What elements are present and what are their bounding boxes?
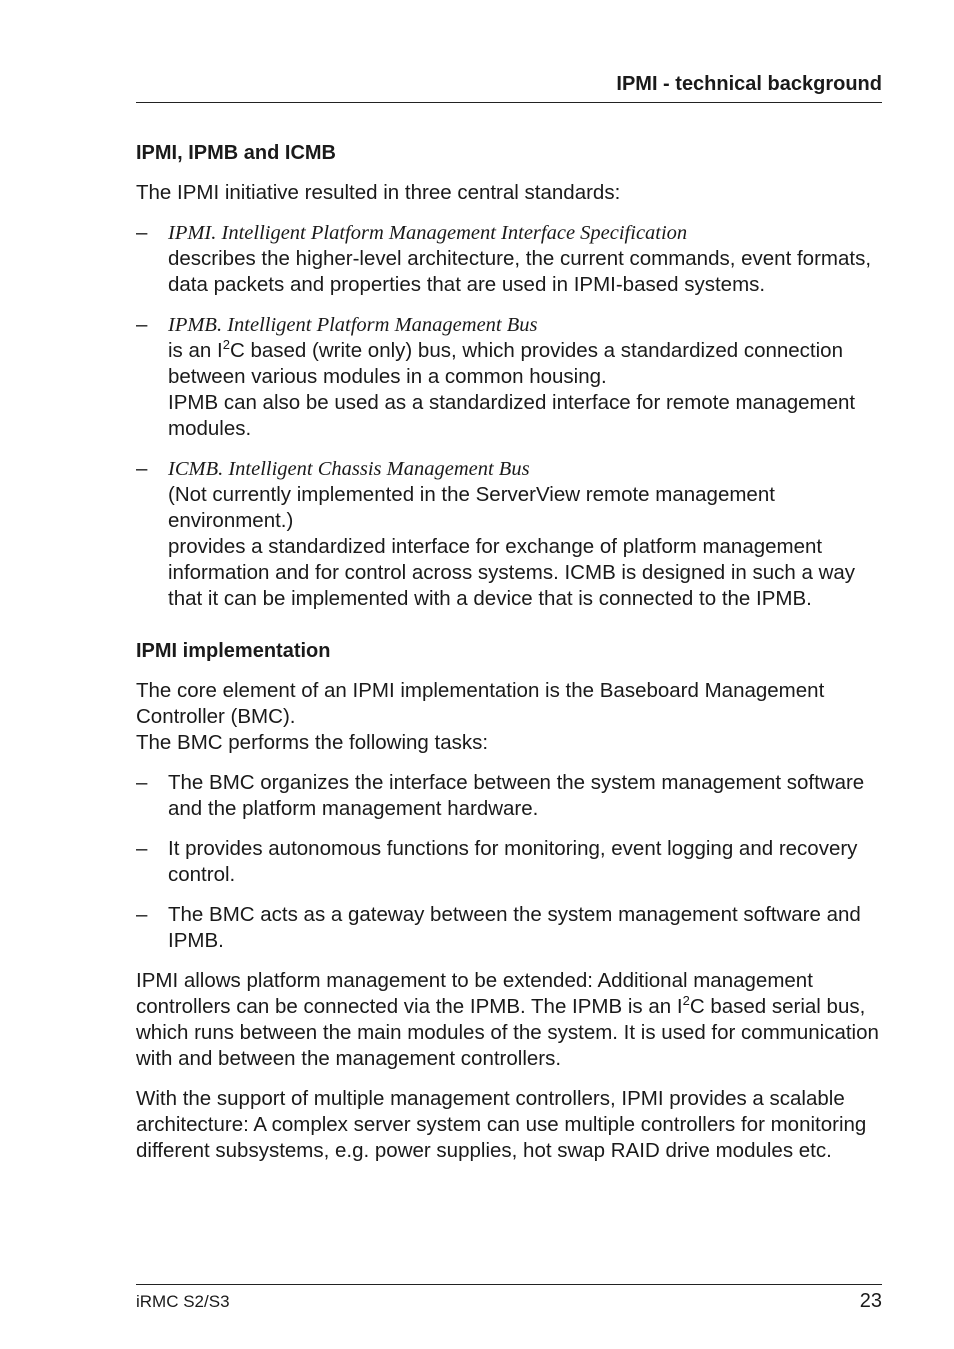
list-item [136,770,886,822]
task-text: It provides autonomous functions for monitoring, event logging and recovery control. [168,837,858,886]
footer-product-name: iRMC S2/S3 [136,1292,230,1311]
extension-paragraph [136,968,886,1072]
list-dash: – [136,837,148,860]
page-number: 23 [859,1290,882,1312]
list-dash: – [136,221,148,244]
tasks-intro: The BMC performs the following tasks: [136,731,489,754]
task-text: The BMC organizes the interface between the system management software and the platform management hardware. [168,771,865,820]
list-dash: – [136,903,148,926]
superscript: 2 [682,993,690,1008]
section-heading-standards: IPMI, IPMB and ICMB [136,142,336,164]
header-rule [136,102,882,103]
standards-intro: The IPMI initiative resulted in three central standards: [136,181,621,204]
standard-title: ICMB. Intelligent Chassis Management Bus [168,458,530,480]
scalability-paragraph: With the support of multiple management controllers, IPMI provides a scalable architecture: A complex server system can use multiple controllers for monitoring different subsystems, e.g. power supplies, hot swap RAID drive modules etc. [136,1087,867,1162]
list-item [136,220,886,298]
standard-description-extra: IPMB can also be used as a standardized interface for remote management modules. [168,391,856,440]
standard-description [168,339,843,388]
tasks-list [136,770,886,954]
list-dash: – [136,771,148,794]
standard-note: (Not currently implemented in the ServerView remote management environment.) [168,483,775,532]
list-dash: – [136,313,148,336]
standards-list [136,220,886,612]
text-fragment: is an I [168,339,223,362]
text-fragment: C based serial bus, which runs between the main modules of the system. It is used for communication with and between the management controllers. [136,995,879,1070]
list-item [136,312,886,442]
text-fragment: C based (write only) bus, which provides a standardized connection between various modules in a common housing. [168,339,843,388]
task-text: The BMC acts as a gateway between the system management software and IPMB. [168,903,861,952]
footer-rule [136,1284,882,1285]
standard-description: provides a standardized interface for exchange of platform management information and for control across systems. ICMB is designed in such a way that it can be implemented with a device that is connected to the IPMB. [168,535,856,610]
standard-description: describes the higher-level architecture, the current commands, event formats, data packets and properties that are used in IPMI-based systems. [168,247,872,296]
standard-title: IPMB. Intelligent Platform Management Bus [168,314,538,336]
implementation-paragraph: The core element of an IPMI implementation is the Baseboard Management Controller (BMC). [136,679,825,728]
page-content [136,140,886,1164]
list-dash: – [136,457,148,480]
list-item [136,456,886,612]
list-item [136,902,886,954]
text-fragment: IPMI allows platform management to be extended: Additional management controllers can be connected via the IPMB. The IPMB is an I [136,969,813,1018]
superscript: 2 [222,337,230,352]
running-header: IPMI - technical background [616,73,882,95]
section-heading-implementation: IPMI implementation [136,640,331,662]
standard-title: IPMI. Intelligent Platform Management Interface Specification [168,222,688,244]
list-item [136,836,886,888]
